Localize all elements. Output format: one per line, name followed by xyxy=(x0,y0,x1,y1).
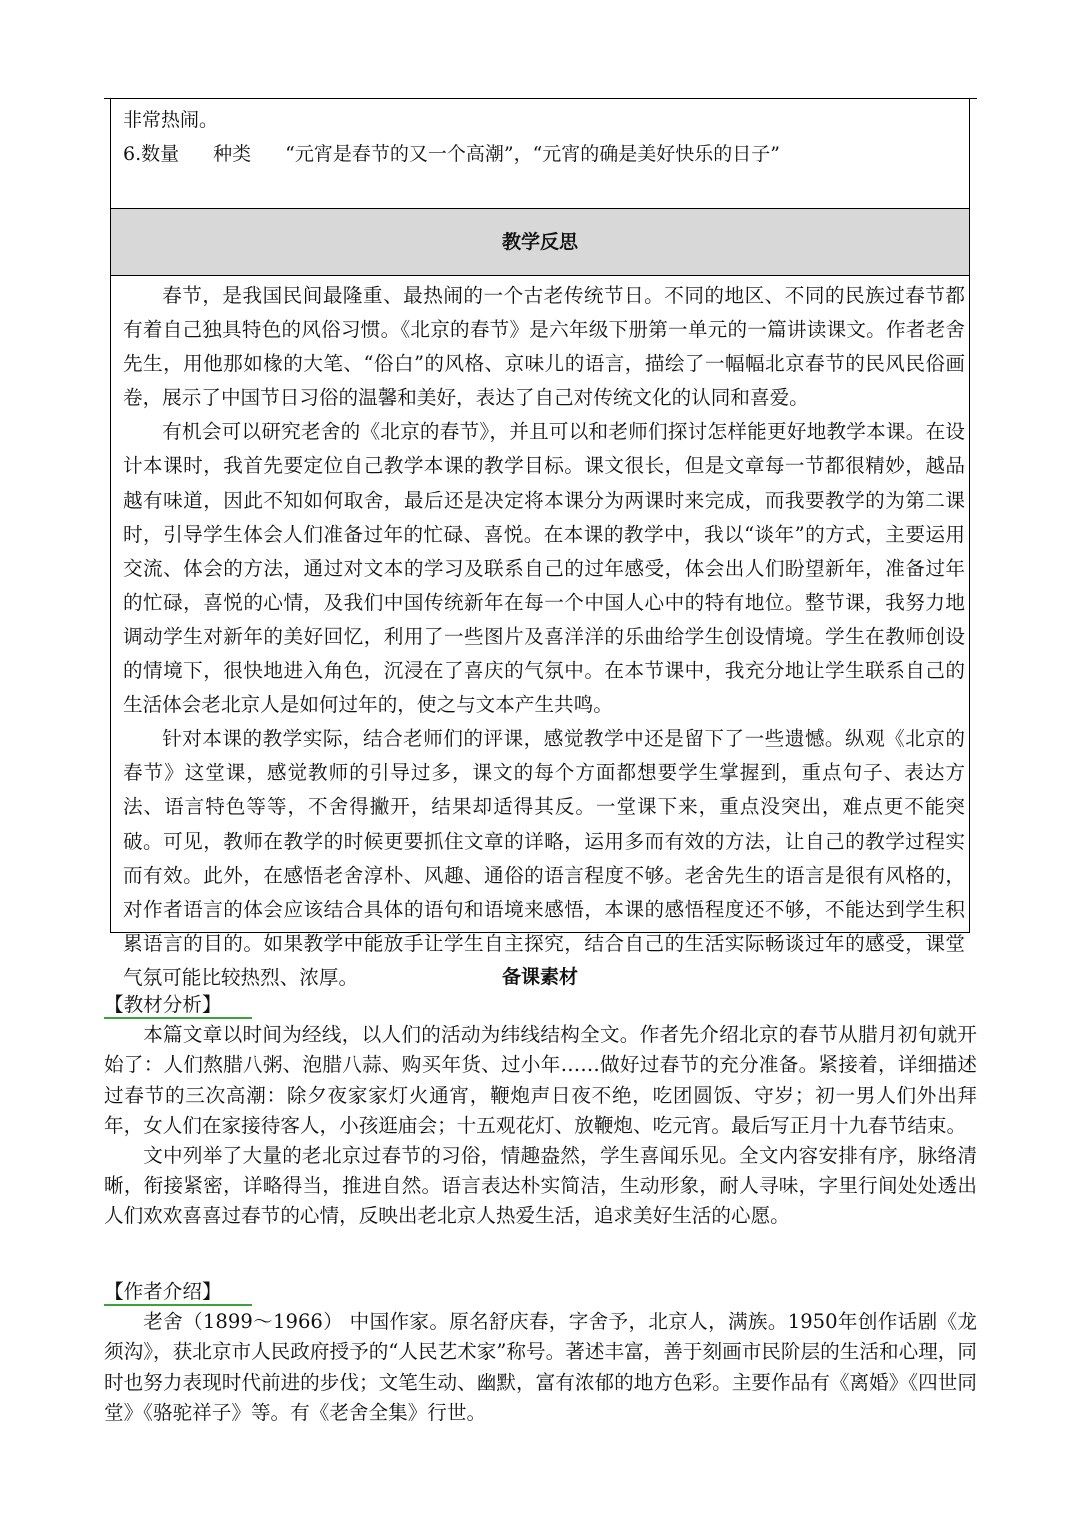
analysis-section xyxy=(104,990,977,1232)
previous-content-cell xyxy=(111,99,969,208)
materials-title: 备课素材 xyxy=(501,966,578,988)
analysis-paragraph: 本篇文章以时间为经线，以人们的活动为纬线结构全文。作者先介绍北京的春节从腊月初旬就开始了：人们熬腊八粥、泡腊八蒜、购买年货、过小年……做好过春节的充分准备。紧接着，详细描述过春节的三次高潮：除夕夜家家灯火通宵，鞭炮声日夜不绝，吃团圆饭、守岁；初一男人们外出拜年，女人们在家接待客人，小孩逛庙会；十五观花灯、放鞭炮、吃元宵。最后写正月十九春节结束。 xyxy=(104,1023,977,1137)
reflection-body xyxy=(111,276,969,995)
author-heading: 【作者介绍】 xyxy=(104,1277,252,1307)
reflection-paragraph: 春节，是我国民间最隆重、最热闹的一个古老传统节日。不同的地区、不同的民族过春节都有着自己独具特色的风俗习惯。《北京的春节》是六年级下册第一单元的一篇讲读课文。作者老舍先生，用他那如椽的大笔、“俗白”的风格、京味儿的语言，描绘了一幅幅北京春节的民风民俗画卷，展示了中国节日习俗的温馨和美好，表达了自己对传统文化的认同和喜爱。 xyxy=(123,284,965,410)
analysis-paragraph: 文中列举了大量的老北京过春节的习俗，情趣盎然，学生喜闻乐见。全文内容安排有序，脉络清晰，衔接紧密，详略得当，推进自然。语言表达朴实简洁，生动形象，耐人寻味，字里行间处处透出人们欢欢喜喜过春节的心情，反映出老北京人热爱生活，追求美好生活的心愿。 xyxy=(104,1144,977,1228)
author-section xyxy=(104,1277,977,1428)
prev-kind: 种类 xyxy=(213,143,252,165)
prev-line-1: 非常热闹。 xyxy=(123,109,219,131)
prev-quote: “元宵是春节的又一个高潮”，“元宵的确是美好快乐的日子” xyxy=(285,143,781,165)
prev-line-2 xyxy=(123,137,961,171)
prev-number: 6.数量 xyxy=(123,143,180,165)
reflection-paragraph: 有机会可以研究老舍的《北京的春节》，并且可以和老师们探讨怎样能更好地教学本课。在设计本课时，我首先要定位自己教学本课的教学目标。课文很长，但是文章每一节都很精妙，越品越有味道，因此不知如何取舍，最后还是决定将本课分为两课时来完成，而我要教学的为第二课时，引导学生体会人们准备过年的忙碌、喜悦。在本课的教学中，我以“谈年”的方式，主要运用交流、体会的方法，通过对文本的学习及联系自己的过年感受，体会出人们盼望新年，准备过年的忙碌，喜悦的心情，及我们中国传统新年在每一个中国人心中的特有地位。整节课，我努力地调动学生对新年的美好回忆，利用了一些图片及喜洋洋的乐曲给学生创设情境。学生在教师创设的情境下，很快地进入角色，沉浸在了喜庆的气氛中。在本节课中，我充分地让学生联系自己的生活体会老北京人是如何过年的，使之与文本产生共鸣。 xyxy=(123,420,965,717)
reflection-header: 教学反思 xyxy=(111,208,969,276)
analysis-heading: 【教材分析】 xyxy=(104,990,252,1020)
reflection-paragraph: 针对本课的教学实际，结合老师们的评课，感觉教学中还是留下了一些遗憾。纵观《北京的春节》这堂课，感觉教师的引导过多，课文的每个方面都想要学生掌握到，重点句子、表达方法、语言特色等等，不舍得撇开，结果却适得其反。一堂课下来，重点没突出，难点更不能突破。可见，教师在教学的时候更要抓住文章的详略，运用多而有效的方法，让自己的教学过程实而有效。此外，在感悟老舍淳朴、风趣、通俗的语言程度不够。老舍先生的语言是很有风格的，对作者语言的体会应该结合具体的语句和语境来感悟，本课的感悟程度还不够，不能达到学生积累语言的目的。如果教学中能放手让学生自主探究，结合自己的生活实际畅谈过年的感受，课堂气氛可能比较热烈、浓厚。 xyxy=(123,727,965,989)
author-paragraph: 老舍（1899～1966） 中国作家。原名舒庆春，字舍予，北京人，满族。1950年创作话剧《龙须沟》，获北京市人民政府授予的“人民艺术家”称号。著述丰富，善于刻画市民阶层的生活和心理，同时也努力表现时代前进的步伐；文笔生动、幽默，富有浓郁的地方色彩。主要作品有《离婚》《四世同堂》《骆驼祥子》等。有《老舍全集》行世。 xyxy=(104,1310,977,1424)
